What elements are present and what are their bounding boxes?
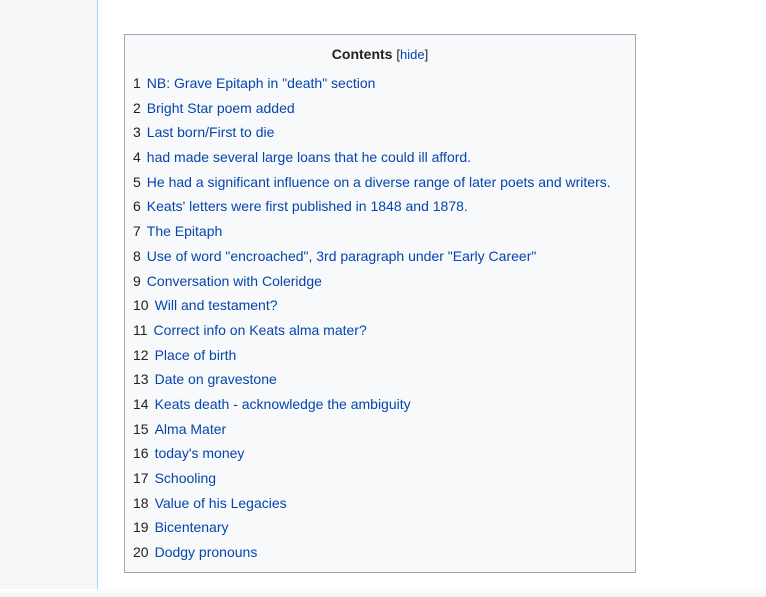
toc-item-number: 16 xyxy=(133,445,149,462)
toc-item[interactable] xyxy=(133,196,611,221)
toc-item[interactable] xyxy=(133,295,611,320)
toc-item[interactable] xyxy=(133,73,611,98)
table-of-contents xyxy=(124,34,636,573)
toc-item[interactable] xyxy=(133,320,611,345)
left-sidebar xyxy=(0,0,98,597)
toc-item-link[interactable]: Use of word "encroached", 3rd paragraph under "Early Career" xyxy=(146,247,537,264)
toc-item-link[interactable]: had made several large loans that he could ill afford. xyxy=(146,149,472,166)
toc-list xyxy=(133,73,611,567)
toc-item[interactable] xyxy=(133,419,611,444)
toc-item[interactable] xyxy=(133,271,611,296)
toc-item-link[interactable]: Keats' letters were first published in 1848 and 1878. xyxy=(146,198,468,215)
toc-item-number: 6 xyxy=(133,198,141,215)
toc-item-number: 2 xyxy=(133,99,141,116)
toc-item-number: 18 xyxy=(133,494,149,511)
toc-item-link[interactable]: NB: Grave Epitaph in "death" section xyxy=(146,75,376,91)
toc-item[interactable] xyxy=(133,369,611,394)
toc-item-number: 3 xyxy=(133,124,141,141)
toc-item-number: 20 xyxy=(133,544,149,561)
toc-item-number: 19 xyxy=(133,519,149,536)
toc-toggle-open-bracket: [ xyxy=(396,47,400,62)
toc-item[interactable] xyxy=(133,443,611,468)
toc-item-link[interactable]: Dodgy pronouns xyxy=(154,544,258,561)
bottom-edge xyxy=(0,589,766,597)
toc-item[interactable] xyxy=(133,98,611,123)
toc-item[interactable] xyxy=(133,172,611,197)
toc-title: Contents xyxy=(331,46,393,62)
toc-item[interactable] xyxy=(133,493,611,518)
toc-toggle xyxy=(396,47,428,62)
toc-header xyxy=(125,46,635,62)
toc-item-number: 10 xyxy=(133,297,149,314)
toc-item-number: 8 xyxy=(133,247,141,264)
toc-item-number: 9 xyxy=(133,272,141,289)
toc-item-link[interactable]: Correct info on Keats alma mater? xyxy=(153,321,367,338)
toc-item-link[interactable]: Alma Mater xyxy=(154,420,227,437)
toc-item-number: 11 xyxy=(133,321,148,338)
toc-item-number: 15 xyxy=(133,420,149,437)
toc-item-link[interactable]: Last born/First to die xyxy=(146,124,275,141)
toc-item[interactable] xyxy=(133,468,611,493)
toc-item-link[interactable]: Date on gravestone xyxy=(154,371,277,388)
toc-hide-link[interactable]: hide xyxy=(399,47,425,62)
toc-item-link[interactable]: Keats death - acknowledge the ambiguity xyxy=(154,395,411,412)
toc-item-link[interactable]: Schooling xyxy=(154,470,217,486)
toc-item[interactable] xyxy=(133,221,611,246)
toc-item-link[interactable]: Value of his Legacies xyxy=(154,494,287,511)
toc-toggle-close-bracket: ] xyxy=(424,47,429,62)
toc-item[interactable] xyxy=(133,122,611,147)
toc-item[interactable] xyxy=(133,246,611,271)
toc-item[interactable] xyxy=(133,147,611,172)
toc-item-link[interactable]: Conversation with Coleridge xyxy=(146,272,322,289)
toc-item-link[interactable]: The Epitaph xyxy=(146,223,223,240)
toc-item-link[interactable]: Bicentenary xyxy=(154,519,229,536)
toc-item-link[interactable]: Place of birth xyxy=(154,346,237,363)
toc-item-number: 17 xyxy=(133,470,149,486)
toc-item[interactable] xyxy=(133,517,611,542)
toc-item-number: 1 xyxy=(133,75,141,91)
toc-item-number: 4 xyxy=(133,149,141,166)
toc-item[interactable] xyxy=(133,345,611,370)
toc-item-number: 7 xyxy=(133,223,141,240)
toc-item-number: 13 xyxy=(133,371,149,388)
toc-item-number: 12 xyxy=(133,346,149,363)
toc-item-link[interactable]: Will and testament? xyxy=(154,297,278,314)
toc-item-number: 5 xyxy=(133,173,141,190)
toc-item-link[interactable]: Bright Star poem added xyxy=(146,99,295,116)
toc-item-link[interactable]: He had a significant influence on a diverse range of later poets and writers. xyxy=(146,173,611,190)
toc-item[interactable] xyxy=(133,542,611,567)
toc-item-link[interactable]: today's money xyxy=(154,445,245,462)
toc-item-number: 14 xyxy=(133,395,149,412)
toc-item[interactable] xyxy=(133,394,611,419)
